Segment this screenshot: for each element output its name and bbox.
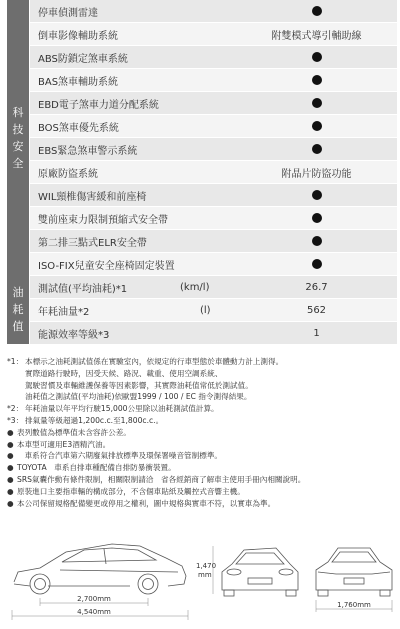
spec-row: [30, 23, 397, 46]
note-text: TOYOTA 車系自排車種配備自排防暴衝裝置。: [17, 463, 176, 473]
spec-row: [30, 161, 397, 184]
spec-table: [30, 0, 397, 345]
height-label: 1,470: [196, 562, 217, 570]
vehicle-dimension-drawings: [0, 520, 400, 629]
category-safety-char: 全: [12, 156, 24, 170]
category-fuel: [7, 275, 29, 344]
fuel-value: 562: [236, 299, 397, 321]
footnote-2: [7, 403, 397, 415]
spec-row: [30, 207, 397, 230]
side-view-car-icon: [14, 544, 186, 594]
spec-value: 附雙模式導引輔助線: [236, 23, 397, 45]
footnote-1: [7, 356, 397, 368]
category-fuel-char: 值: [12, 320, 24, 333]
bullet-icon: ●: [7, 463, 14, 473]
spec-row: [30, 115, 397, 138]
spec-label: 倒車影像輔助系統: [30, 23, 236, 45]
category-safety-char: 科: [12, 105, 24, 119]
spec-label: WIL頸椎傷害緩和前座椅: [30, 184, 236, 206]
note-bullet: [7, 498, 397, 510]
spec-row: [30, 46, 397, 69]
bullet-icon: ●: [7, 498, 14, 508]
bullet-icon: ●: [7, 451, 14, 461]
note-bullet: [7, 439, 397, 451]
spec-value: 附晶片防盜功能: [236, 161, 397, 183]
bullet-icon: ●: [7, 474, 14, 484]
spec-row: [30, 184, 397, 207]
fuel-label: 測試值(平均油耗)*1: [38, 283, 128, 295]
spec-label: EBD電子煞車力道分配系統: [30, 92, 236, 114]
note-text: 表列數值為標準值未含容許公差。: [17, 427, 131, 437]
footnote-marker: *2：: [7, 404, 24, 414]
spec-value: [236, 184, 397, 206]
footnote-marker: *1：: [7, 357, 24, 366]
spec-row: [30, 92, 397, 115]
front-view-car-icon: [222, 548, 298, 596]
spec-value: [236, 69, 397, 91]
spec-label: EBS緊急煞車警示系統: [30, 138, 236, 160]
spec-value: [236, 0, 397, 22]
included-dot-icon: [312, 98, 322, 108]
bullet-icon: ●: [7, 427, 14, 437]
category-fuel-char: 耗: [12, 303, 24, 316]
spec-value: [236, 92, 397, 114]
spec-label: 雙前座束力限制預縮式安全帶: [30, 207, 236, 229]
spec-value: [236, 207, 397, 229]
fuel-label: 年耗油量*2: [38, 306, 90, 318]
note-text: 原裝進口主要指車輛的構成部分，不含個車貼紙及觸控式音響主機。: [17, 486, 245, 496]
footnotes: [7, 356, 397, 509]
length-label: 4,540mm: [77, 608, 111, 616]
note-text: 本車型可適用E3酒精汽油。: [17, 439, 111, 449]
included-dot-icon: [312, 190, 322, 200]
note-text: 車系符合汽車第六期廢氣排放標準及環保署噪音管制標準。: [17, 451, 223, 461]
fuel-row: [30, 276, 397, 299]
fuel-row: [30, 322, 397, 345]
category-safety-char: 安: [12, 139, 24, 153]
included-dot-icon: [312, 121, 322, 131]
footnote-marker: *3：: [7, 415, 24, 425]
included-dot-icon: [312, 259, 322, 269]
note-bullet: [7, 450, 397, 462]
spec-label: BAS煞車輔助系統: [30, 69, 236, 91]
spec-value: [236, 138, 397, 160]
spec-value: [236, 230, 397, 252]
note-bullet: [7, 462, 397, 474]
included-dot-icon: [312, 236, 322, 246]
included-dot-icon: [312, 75, 322, 85]
spec-value: [236, 115, 397, 137]
included-dot-icon: [312, 52, 322, 62]
rear-view-car-icon: [316, 548, 392, 596]
note-text: 本公司保留規格配備變更或停用之權利，圖中規格與實車不符，以實車為準。: [17, 498, 276, 508]
spec-row: [30, 230, 397, 253]
category-safety: [7, 0, 29, 275]
fuel-unit: (km/l): [180, 281, 210, 293]
note-bullet: [7, 474, 397, 486]
fuel-value: 1: [236, 322, 397, 344]
footnote-3: [7, 415, 397, 427]
spec-label: BOS煞車優先系統: [30, 115, 236, 137]
spec-label: 第二排三點式ELR安全帶: [30, 230, 236, 252]
spec-row: [30, 138, 397, 161]
category-safety-char: 技: [12, 122, 24, 136]
category-fuel-char: 油: [12, 286, 24, 299]
wheelbase-label: 2,700mm: [77, 595, 111, 603]
spec-value: [236, 253, 397, 275]
included-dot-icon: [312, 144, 322, 154]
spec-row: [30, 0, 397, 23]
fuel-unit: (l): [200, 304, 211, 316]
note-text: SRS氣囊作動有條件限制，相關限制請洽 省各經銷商了解車主使用手冊內相關說明。: [17, 474, 306, 484]
footnote-text: 年耗油量以年平均行駛15,000公里除以油耗測試值計算。: [25, 404, 219, 414]
bullet-icon: ●: [7, 486, 14, 496]
note-bullet: [7, 486, 397, 498]
fuel-row: [30, 299, 397, 322]
included-dot-icon: [312, 6, 322, 16]
footnote-text: 排氣量等級超過1,200c.c.至1,800c.c.。: [25, 415, 164, 425]
footnote-line: 本標示之油耗測試值係在實驗室內，依規定的行車型態於車體動力計上測得。: [25, 357, 284, 366]
footnote-line: 實際道路行駛時，因受天候、路況、載重、使用空調系統、: [25, 368, 223, 378]
width-label: 1,760mm: [337, 601, 371, 609]
footnote-line: 駕駛習慣及車輛維護保養等因素影響，其實際油耗值常低於測試值。: [25, 380, 253, 390]
fuel-label: 能源效率等級*3: [30, 322, 236, 344]
spec-label: 原廠防盜系統: [30, 161, 236, 183]
spec-label: ISO-FIX兒童安全座椅固定裝置: [30, 253, 236, 275]
height-unit-label: mm: [198, 571, 212, 579]
fuel-value: 26.7: [236, 276, 397, 298]
spec-row: [30, 69, 397, 92]
bullet-icon: ●: [7, 439, 14, 449]
spec-label: ABS防鎖定煞車系統: [30, 46, 236, 68]
footnote-line: 油耗值之測試值(平均油耗)依歐盟1999 / 100 / EC 指令測得結果。: [25, 392, 252, 402]
spec-value: [236, 46, 397, 68]
note-bullet: [7, 427, 397, 439]
included-dot-icon: [312, 213, 322, 223]
spec-row: [30, 253, 397, 276]
spec-label: 停車偵測雷達: [30, 0, 236, 22]
